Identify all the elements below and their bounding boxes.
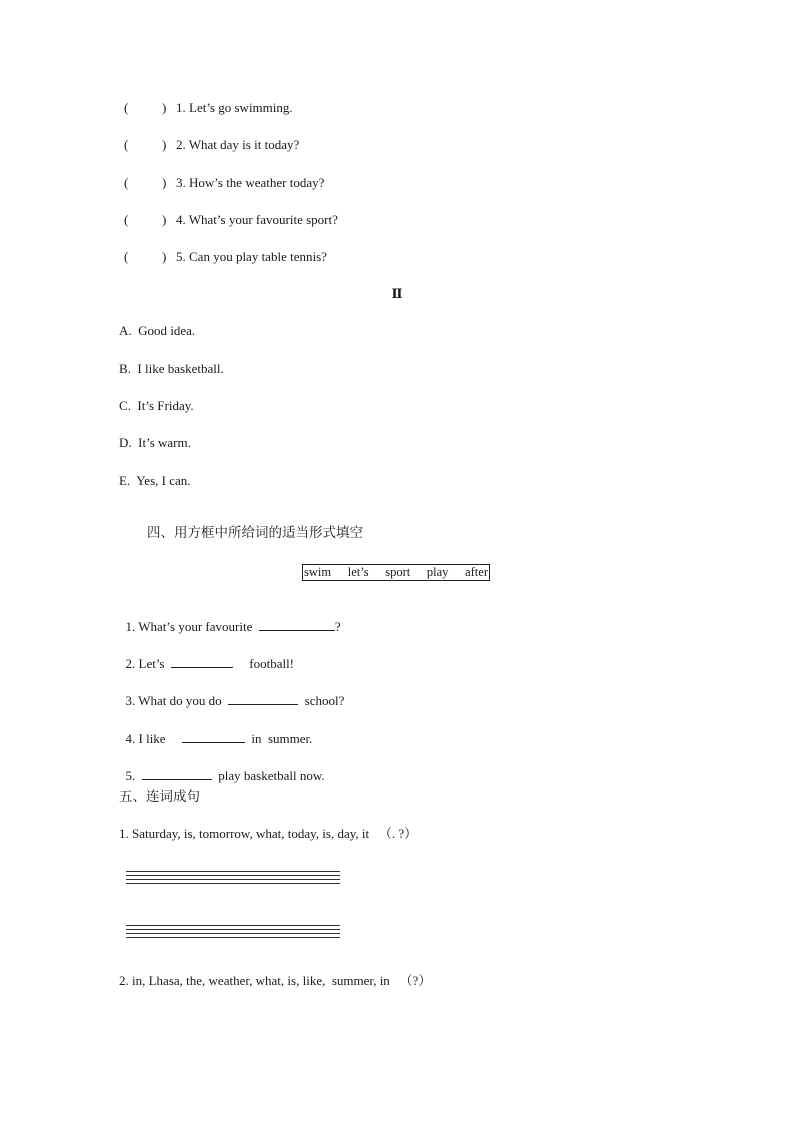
fill-item-text: ?: [334, 619, 341, 634]
part-two-label: Ⅱ: [391, 286, 403, 301]
fill-blank[interactable]: [182, 730, 245, 743]
answer-option-c: C. It’s Friday.: [119, 398, 194, 413]
fill-blank[interactable]: [259, 618, 335, 631]
question-text: 3. How’s the weather today?: [176, 175, 325, 190]
answer-paren-open: (: [124, 212, 129, 227]
fill-item-2: [119, 639, 294, 672]
fill-item-text: football!: [233, 656, 295, 671]
fill-item-text: 3. What do you do: [125, 693, 229, 708]
question-row-3: [0, 175, 794, 191]
answer-paren-open: (: [124, 100, 129, 115]
word-box: [302, 564, 490, 581]
answer-paren-close: ): [162, 175, 167, 190]
fill-blank[interactable]: [228, 692, 298, 705]
answer-option-e: E. Yes, I can.: [119, 473, 191, 488]
answer-paren-close: ): [162, 249, 167, 264]
fill-item-text: school?: [298, 693, 345, 708]
word-box-item: play: [426, 565, 449, 579]
question-row-4: [0, 212, 794, 228]
answer-option-d: D. It’s warm.: [119, 435, 191, 450]
word-box-item: swim: [304, 565, 332, 579]
question-text: 2. What day is it today?: [176, 137, 300, 152]
answer-paren-close: ): [162, 100, 167, 115]
fill-item-text: 2. Let’s: [125, 656, 171, 671]
answer-paren-close: ): [162, 137, 167, 152]
fill-blank[interactable]: [142, 767, 212, 780]
answer-option-b: B. I like basketball.: [119, 361, 224, 376]
section-four-title: 四、用方框中所给词的适当形式填空: [147, 525, 363, 541]
answer-paren-open: (: [124, 137, 129, 152]
word-box-item: after: [465, 565, 488, 579]
fill-item-text: play basketball now.: [211, 768, 325, 783]
section-five-title: 五、连词成句: [119, 789, 200, 805]
question-text: 5. Can you play table tennis?: [176, 249, 327, 264]
word-box-item: let’s: [347, 565, 369, 579]
fill-item-3: [119, 676, 344, 709]
fill-item-1: [119, 602, 341, 635]
answer-paren-open: (: [124, 175, 129, 190]
word-box-item: sport: [385, 565, 411, 579]
reorder-item-1: 1. Saturday, is, tomorrow, what, today, is, day, it （. ?）: [119, 826, 418, 841]
fill-blank[interactable]: [171, 655, 233, 668]
fill-item-text: in summer.: [244, 731, 313, 746]
answer-paren-open: (: [124, 249, 129, 264]
writing-lines-2[interactable]: [126, 925, 340, 941]
fill-item-text: 1. What’s your favourite: [125, 619, 259, 634]
reorder-item-2: 2. in, Lhasa, the, weather, what, is, like, summer, in （?）: [119, 973, 432, 988]
question-row-5: [0, 249, 794, 265]
question-text: 1. Let’s go swimming.: [176, 100, 293, 115]
writing-lines-1[interactable]: [126, 871, 340, 887]
question-row-1: [0, 100, 794, 116]
answer-paren-close: ): [162, 212, 167, 227]
question-text: 4. What’s your favourite sport?: [176, 212, 338, 227]
fill-item-text: 4. I like: [125, 731, 182, 746]
fill-item-text: 5.: [125, 768, 142, 783]
fill-item-5: [119, 751, 325, 784]
fill-item-4: [119, 714, 312, 747]
question-row-2: [0, 137, 794, 153]
answer-option-a: A. Good idea.: [119, 323, 196, 338]
